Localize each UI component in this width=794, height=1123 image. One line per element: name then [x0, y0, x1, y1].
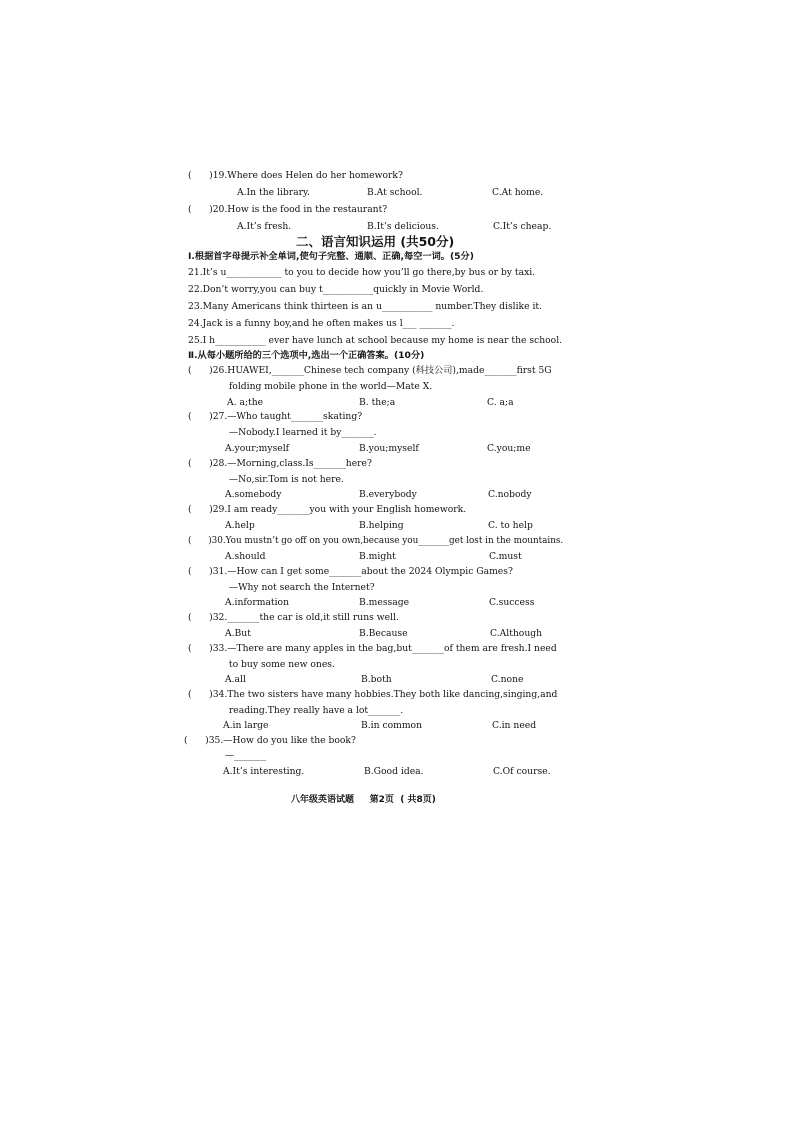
- mc-question: ( )26.HUAWEI,_______Chinese tech company (科技公司),made_______first 5G: [188, 365, 552, 376]
- mc-option-b: B.in common: [361, 720, 422, 731]
- fill-question: 24.Jack is a funny boy,and he often makes us l___ _______.: [188, 318, 455, 329]
- mc-question-cont: folding mobile phone in the world—Mate X.: [188, 381, 433, 392]
- mc-option-a: A. a;the: [227, 397, 264, 408]
- mc-option-b: B. the;a: [359, 397, 396, 408]
- mc-question-cont: —No,sir.Tom is not here.: [188, 474, 344, 485]
- mc-option-a: A.But: [225, 628, 251, 639]
- mc-question: ( )34.The two sisters have many hobbies.They both like dancing,singing,and: [188, 689, 558, 700]
- mc-option-a: A.It’s interesting.: [223, 766, 305, 777]
- mc-option-c: C. a;a: [487, 397, 514, 408]
- mc-option-c: C.must: [489, 551, 522, 562]
- question-20: ( )20.How is the food in the restaurant?: [188, 204, 388, 215]
- mc-option-b: B.Because: [359, 628, 408, 639]
- section-1-heading: Ⅰ.根据首字母提示补全单词,使句子完整、通顺、正确,每空一词。(5分): [188, 251, 474, 262]
- mc-option-a: A.information: [225, 597, 290, 608]
- mc-question: ( )27.—Who taught_______skating?: [188, 411, 363, 422]
- mc-question: ( )28.—Morning,class.Is_______here?: [188, 458, 372, 469]
- mc-option-c: C.success: [489, 597, 535, 608]
- option-19-c: C.At home.: [492, 187, 544, 198]
- mc-option-c: C.in need: [492, 720, 537, 731]
- part-title: 二、语言知识运用 (共50分): [296, 234, 455, 249]
- fill-question: 23.Many Americans think thirteen is an u___________ number.They dislike it.: [188, 301, 543, 312]
- section-2-heading: Ⅱ.从每小题所给的三个选项中,选出一个正确答案。(10分): [188, 350, 425, 361]
- mc-option-b: B.Good idea.: [364, 766, 424, 777]
- fill-question: 22.Don’t worry,you can buy t___________quickly in Movie World.: [188, 284, 484, 295]
- mc-option-a: A.help: [225, 520, 255, 531]
- mc-option-a: A.somebody: [225, 489, 282, 500]
- mc-option-c: C.Although: [490, 628, 543, 639]
- option-19-b: B.At school.: [367, 187, 423, 198]
- mc-question: ( )31.—How can I get some_______about the 2024 Olympic Games?: [188, 566, 513, 577]
- fill-question: 21.It’s u____________ to you to decide how you’ll go there,by bus or by taxi.: [188, 267, 536, 278]
- mc-option-b: B.both: [361, 674, 392, 685]
- mc-question: ( )33.—There are many apples in the bag,but_______of them are fresh.I need: [188, 643, 557, 654]
- mc-question-cont: reading.They really have a lot_______.: [188, 705, 404, 716]
- mc-option-c: C.none: [491, 674, 524, 685]
- mc-question-cont: —Why not search the Internet?: [188, 582, 375, 593]
- mc-question-cont: —_______: [184, 750, 267, 761]
- mc-option-c: C. to help: [488, 520, 533, 531]
- mc-option-b: B.message: [359, 597, 410, 608]
- fill-question: 25.I h___________ ever have lunch at school because my home is near the school.: [188, 335, 563, 346]
- mc-option-c: C.nobody: [488, 489, 532, 500]
- mc-question: ( )32._______the car is old,it still runs well.: [188, 612, 399, 623]
- mc-option-b: B.helping: [359, 520, 404, 531]
- mc-question: ( )30.You mustn’t go off on you own,because you_______get lost in the mountains.: [188, 536, 564, 546]
- mc-question-cont: —Nobody.I learned it by_______.: [188, 427, 377, 438]
- page-footer: 八年级英语试题 第2页 ( 共8页): [291, 795, 436, 805]
- mc-option-c: C.Of course.: [493, 766, 551, 777]
- mc-option-a: A.your;myself: [225, 443, 290, 454]
- mc-option-a: A.should: [225, 551, 266, 562]
- mc-option-c: C.you;me: [487, 443, 531, 454]
- option-19-a: A.In the library.: [237, 187, 310, 198]
- mc-question: ( )29.I am ready_______you with your English homework.: [188, 504, 467, 515]
- mc-option-b: B.everybody: [359, 489, 417, 500]
- mc-option-a: A.in large: [223, 720, 269, 731]
- mc-question-cont: to buy some new ones.: [188, 659, 335, 670]
- option-20-a: A.It’s fresh.: [237, 221, 292, 232]
- mc-option-b: B.might: [359, 551, 396, 562]
- option-20-c: C.It’s cheap.: [493, 221, 552, 232]
- mc-option-b: B.you;myself: [359, 443, 419, 454]
- option-20-b: B.It’s delicious.: [367, 221, 439, 232]
- mc-option-a: A.all: [225, 674, 246, 685]
- mc-question: ( )35.—How do you like the book?: [184, 735, 356, 746]
- question-19: ( )19.Where does Helen do her homework?: [188, 170, 403, 181]
